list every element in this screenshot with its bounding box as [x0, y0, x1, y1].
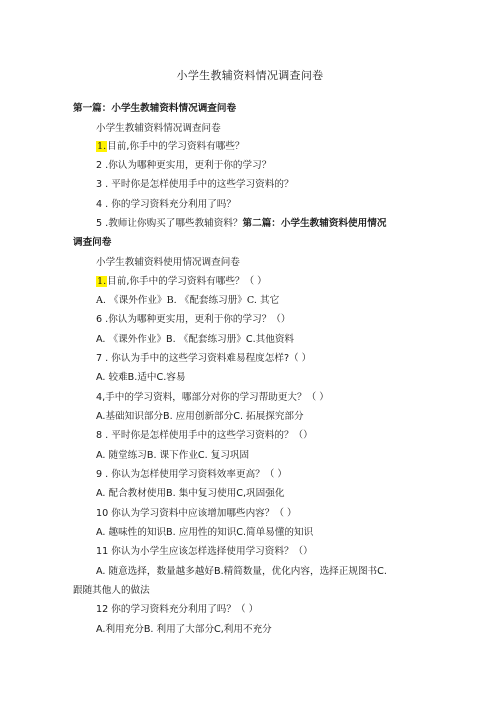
part2-subtitle: 小学生教辅资料使用情况调查问卷: [96, 257, 240, 268]
part2-question-6: 6 .你认为哪种更实用，更利于你的学习？（）: [96, 314, 291, 325]
part2-question-12: 12 你的学习资料充分利用了吗？（ ）: [96, 604, 259, 615]
question-text: 目前,你手中的学习资料有哪些？: [107, 141, 245, 152]
question-text: 目前,你手中的学习资料有哪些？（ ）: [107, 276, 267, 287]
part2-question-4b: 4,手中的学习资料，哪部分对你的学习帮助更大？（ ）: [96, 392, 329, 403]
highlight-number: 1.: [97, 141, 107, 152]
part2-question-9: 9 . 你认为怎样使用学习资料效率更高？（ ）: [96, 469, 287, 480]
part2-question-8: 8 . 平时你是怎样使用手中的这些学习资料的？（）: [96, 430, 313, 441]
part2-question-9-options: A. 配合教材使用B. 集中复习使用C,巩固强化: [96, 488, 285, 499]
part2-question-11-options-continued: 跟随其他人的做法: [73, 585, 150, 596]
part2-question-7: 7 . 你认为手中的这些学习资料难易程度怎样?（ ）: [96, 353, 312, 364]
highlight-number: 1.: [97, 276, 107, 287]
part2-heading: 第二篇：小学生教辅资料使用情况: [242, 218, 387, 229]
document-title: 小学生教辅资料情况调查问卷: [176, 69, 324, 82]
part1-question-2: 2 .你认为哪种更实用，更利于你的学习？: [96, 160, 272, 171]
part2-question-1: [96, 275, 267, 289]
part2-heading-continued: 调查问卷: [73, 237, 112, 248]
part1-heading: 第一篇：小学生教辅资料情况调查问卷: [73, 103, 237, 114]
question-text: 5 .教师让你购买了哪些教辅资料？: [96, 218, 243, 229]
part2-question-12-options: A.利用充分B. 利用了大部分C,利用不充分: [96, 624, 272, 635]
part1-question-4: 4 . 你的学习资料充分利用了吗？: [96, 199, 236, 210]
part2-question-1-options: A. 《课外作业》B. 《配套练习册》C. 其它: [96, 295, 280, 306]
part1-question-5: [96, 217, 386, 231]
part2-question-8-options: A. 随堂练习B. 课下作业C. 复习巩固: [96, 450, 250, 461]
part2-question-6-options: A. 《课外作业》B. 《配套练习册》C.其他资料: [96, 334, 295, 345]
part2-question-7-options: A. 较难B.适中C.容易: [96, 372, 186, 383]
part2-question-11-options: A. 随意选择，数量越多越好B.精简数量，优化内容，选择正规图书C.: [96, 566, 387, 577]
part2-question-10-options: A. 趣味性的知识B. 应用性的知识C.简单易懂的知识: [96, 527, 314, 538]
part1-subtitle: 小学生教辅资料情况调查问卷: [96, 123, 221, 134]
part2-question-4b-options: A.基础知识部分B. 应用创新部分C. 拓展探究部分: [96, 411, 304, 422]
part2-question-10: 10 你认为学习资料中应该增加哪些内容？（ ）: [96, 508, 297, 519]
part1-question-3: 3 . 平时你是怎样使用手中的这些学习资料的？: [96, 179, 294, 190]
part2-question-11: 11 你认为小学生应该怎样选择使用学习资料？（）: [96, 546, 313, 557]
part1-question-1: [96, 140, 245, 154]
